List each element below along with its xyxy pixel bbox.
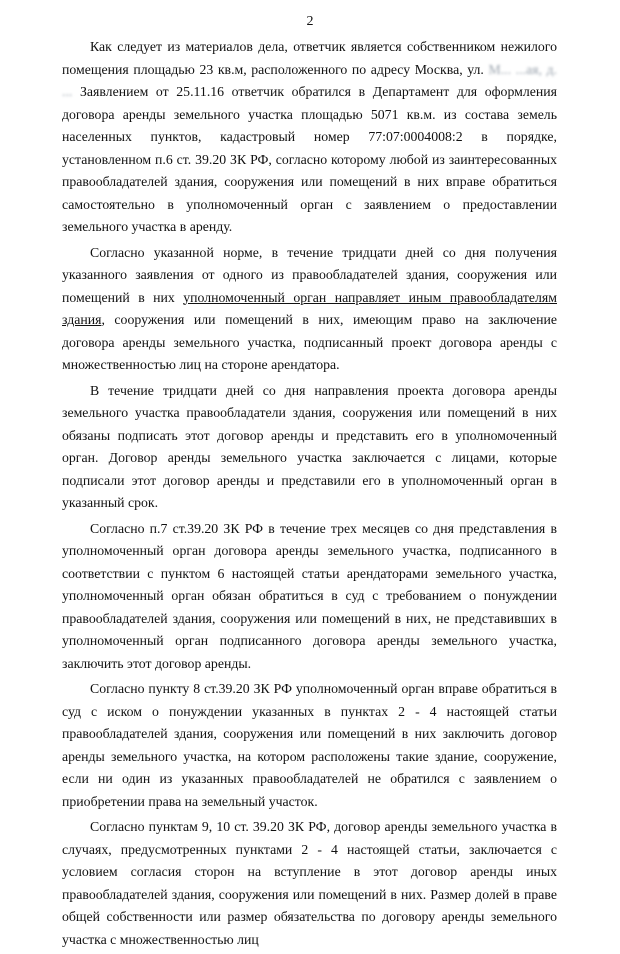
paragraph-1 <box>62 36 557 239</box>
paragraph-6: Согласно пунктам 9, 10 ст. 39.20 ЗК РФ, договор аренды земельного участка в случаях, предусмотренных пунктами 2 - 4 настоящей статьи, заключается с условием согласия сторон на вступление в этот договор аренды иных правообладателей здания, сооружения или помещений в них. Размер долей в праве общей собственности или размер обязательства по договору аренды земельного участка с множественностью лиц <box>62 819 557 947</box>
redacted-address: М... ...ая, д. ... <box>62 61 557 99</box>
document-body <box>62 36 557 954</box>
paragraph-2 <box>62 242 557 377</box>
paragraph-5: Согласно пункту 8 ст.39.20 ЗК РФ уполномоченный орган вправе обратиться в суд с иском о понуждении указанных в пунктах 2 - 4 настоящей статьи правообладателей здания, сооружения или помещений в них заключить договор аренды земельного участка, на котором расположены такие здание, сооружение, если ни один из указанных правообладателей не обратился с заявлением о приобретении права на земельный участок. <box>62 681 557 809</box>
underlined-phrase: уполномоченный орган направляет иным правообладателям здания <box>62 289 557 327</box>
paragraph-2-text-a: Согласно указанной норме, в течение тридцати дней со дня получения указанного заявления от одного из правообладателей здания, сооружения или помещений в них <box>62 244 557 305</box>
paragraph-4: Согласно п.7 ст.39.20 ЗК РФ в течение трех месяцев со дня представления в уполномоченный орган договора аренды земельного участка, подписанного в соответствии с пунктом 6 настоящей статьи арендаторами земельного участка, уполномоченный орган обязан обратиться в суд с требованием о понуждении правообладателей здания, сооружения или помещений в них, не представивших в уполномоченный орган подписанного договора аренды земельного участка, заключить этот договор аренды. <box>62 520 557 671</box>
paragraph-2-text-b: , сооружения или помещений в них, имеющим право на заключение договора аренды земельного участка, подписанный проект договора аренды с множественностью лиц на стороне арендатора. <box>62 312 557 372</box>
paragraph-1-text-b: Заявлением от 25.11.16 ответчик обратился в Департамент для оформления договора аренды земельного участка площадью 5071 кв.м. из состава земель населенных пунктов, кадастровый номер 77:07:0004008:2 в порядке, установленном п.6 ст. 39.20 ЗК РФ, согласно которому любой из заинтересованных правообладателей здания, сооружения или помещений в них вправе обратиться самостоятельно в уполномоченный орган с заявлением о предоставлении земельного участка в аренду. <box>62 84 557 234</box>
page-number: 2 <box>306 14 314 29</box>
paragraph-3: В течение тридцати дней со дня направления проекта договора аренды земельного участка правообладатели здания, сооружения или помещений в них обязаны подписать этот договор аренды и представить его в уполномоченный орган. Договор аренды земельного участка заключается с лицами, которые подписали этот договор аренды и представили его в уполномоченный орган в указанный срок. <box>62 382 557 510</box>
paragraph-1-text-a: Как следует из материалов дела, ответчик является собственником нежилого помещения площадью 23 кв.м, расположенного по адресу Москва, ул. <box>62 39 557 77</box>
